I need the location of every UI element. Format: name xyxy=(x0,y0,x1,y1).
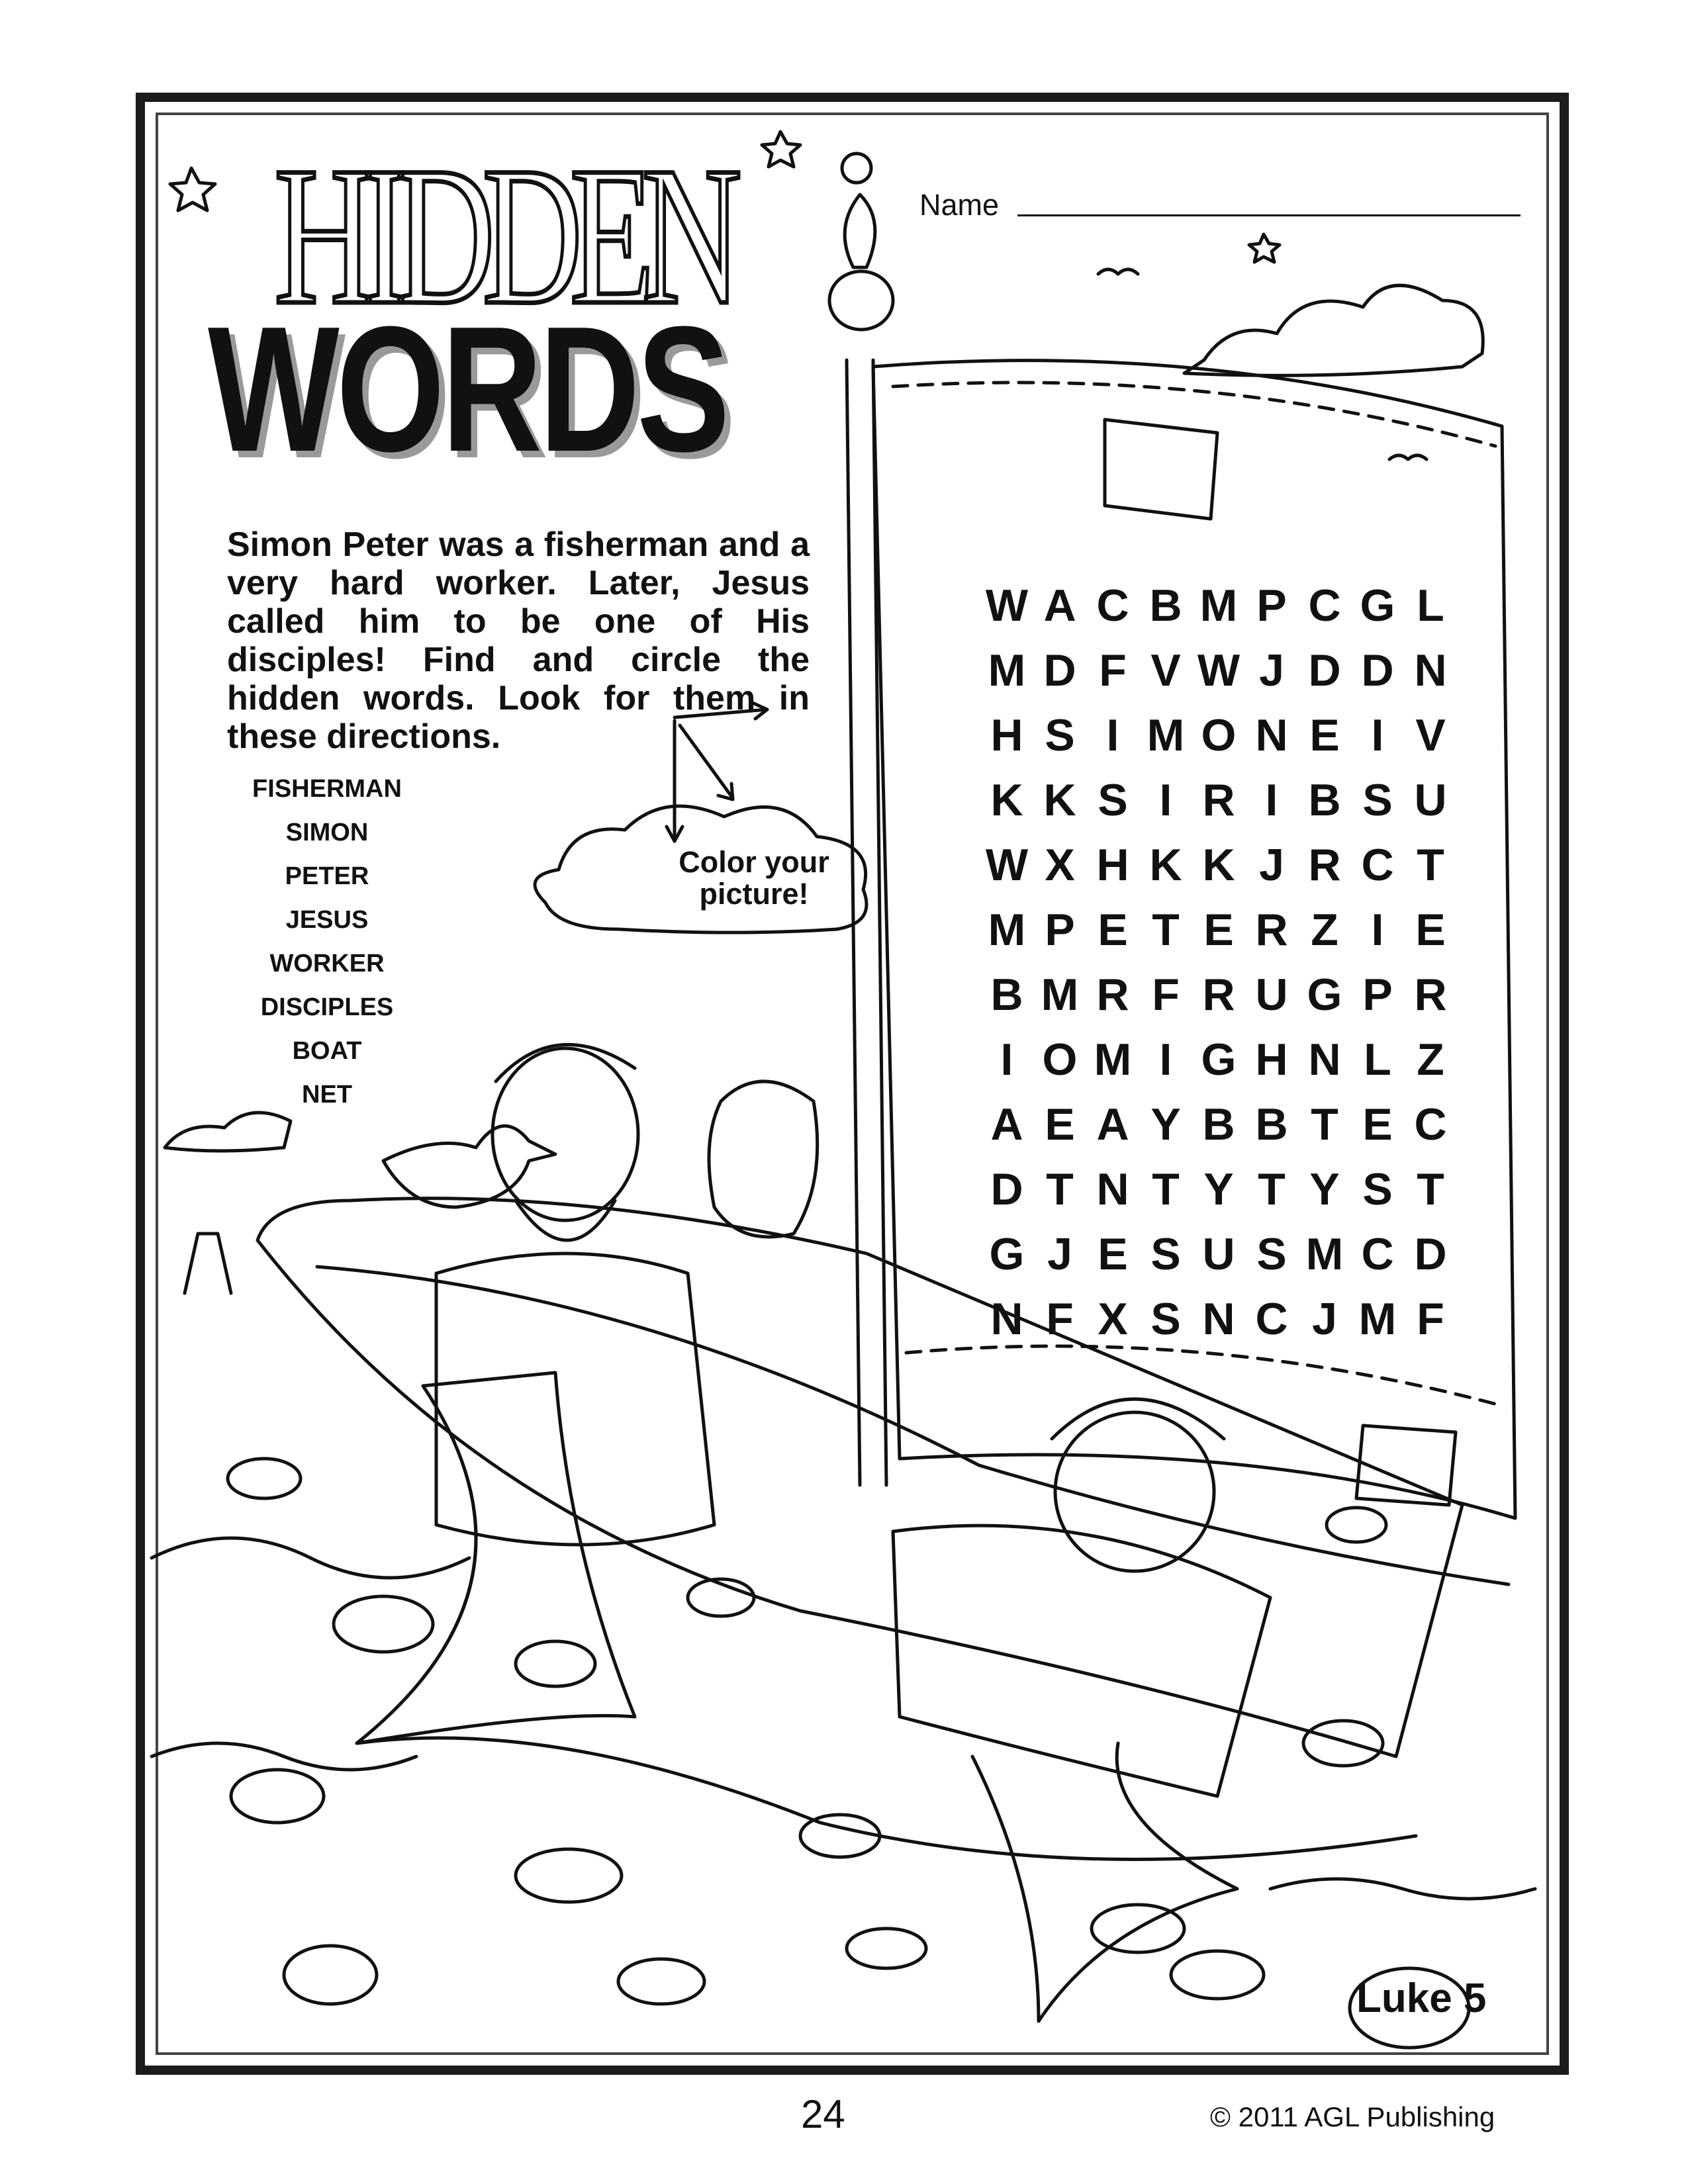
grid-letter[interactable]: H xyxy=(990,710,1023,760)
grid-letter[interactable]: S xyxy=(1362,775,1393,825)
word-list-item: WORKER xyxy=(269,950,385,978)
grid-letter[interactable]: I xyxy=(1000,1034,1013,1085)
grid-letter[interactable]: Y xyxy=(1203,1164,1234,1214)
grid-letter[interactable]: T xyxy=(1152,1164,1180,1214)
grid-letter[interactable]: B xyxy=(1202,1099,1235,1150)
grid-letter[interactable]: W xyxy=(1197,645,1241,696)
grid-letter[interactable]: O xyxy=(1042,1034,1078,1085)
grid-letter[interactable]: E xyxy=(1415,905,1446,955)
word-search-grid[interactable] xyxy=(980,573,1457,1351)
grid-letter[interactable]: B xyxy=(990,970,1023,1020)
grid-letter[interactable]: G xyxy=(989,1229,1025,1279)
grid-letter[interactable]: G xyxy=(1201,1034,1237,1085)
grid-letter[interactable]: I xyxy=(1106,710,1119,760)
grid-letter[interactable]: O xyxy=(1201,710,1237,760)
grid-letter[interactable]: K xyxy=(1149,840,1182,890)
grid-letter[interactable]: M xyxy=(1305,1229,1344,1279)
grid-letter[interactable]: N xyxy=(1414,645,1447,696)
grid-letter[interactable]: C xyxy=(1414,1099,1447,1150)
star-icon xyxy=(762,132,800,167)
grid-letter[interactable]: U xyxy=(1202,1229,1235,1279)
grid-letter[interactable]: Y xyxy=(1309,1164,1340,1214)
grid-letter[interactable]: S xyxy=(1150,1294,1181,1344)
grid-letter[interactable]: K xyxy=(990,775,1023,825)
grid-letter[interactable]: I xyxy=(1265,775,1278,825)
grid-letter[interactable]: T xyxy=(1417,1164,1444,1214)
grid-letter[interactable]: T xyxy=(1417,840,1444,890)
grid-letter[interactable]: Z xyxy=(1311,905,1338,955)
grid-letter[interactable]: S xyxy=(1098,775,1128,825)
grid-letter[interactable]: M xyxy=(988,645,1026,696)
grid-letter[interactable]: P xyxy=(1045,905,1075,955)
grid-letter[interactable]: A xyxy=(990,1099,1023,1150)
grid-letter[interactable]: N xyxy=(1255,710,1288,760)
grid-letter[interactable]: N xyxy=(1096,1164,1129,1214)
grid-letter[interactable]: S xyxy=(1045,710,1075,760)
word-list-item: FISHERMAN xyxy=(252,775,402,803)
grid-letter[interactable]: T xyxy=(1258,1164,1286,1214)
grid-letter[interactable]: E xyxy=(1045,1099,1075,1150)
grid-letter[interactable]: Z xyxy=(1417,1034,1444,1085)
grid-letter[interactable]: X xyxy=(1098,1294,1128,1344)
grid-letter[interactable]: U xyxy=(1255,970,1288,1020)
grid-letter[interactable]: M xyxy=(1041,970,1079,1020)
grid-letter[interactable]: D xyxy=(1414,1229,1447,1279)
grid-letter[interactable]: S xyxy=(1362,1164,1393,1214)
grid-letter[interactable]: S xyxy=(1256,1229,1287,1279)
grid-letter[interactable]: E xyxy=(1362,1099,1393,1150)
grid-letter[interactable]: G xyxy=(1307,970,1342,1020)
grid-letter[interactable]: J xyxy=(1259,645,1284,696)
grid-letter[interactable]: C xyxy=(1096,580,1129,631)
grid-letter[interactable]: M xyxy=(1147,710,1185,760)
grid-letter[interactable]: C xyxy=(1361,1229,1394,1279)
grid-letter[interactable]: M xyxy=(1199,580,1238,631)
grid-letter[interactable]: T xyxy=(1046,1164,1074,1214)
color-prompt xyxy=(622,846,886,910)
grid-letter[interactable]: R xyxy=(1096,970,1129,1020)
grid-letter[interactable]: P xyxy=(1256,580,1287,631)
word-list-item: DISCIPLES xyxy=(260,993,394,1021)
grid-letter[interactable]: F xyxy=(1046,1294,1074,1344)
grid-letter[interactable]: Y xyxy=(1150,1099,1181,1150)
grid-letter[interactable]: N xyxy=(990,1294,1023,1344)
grid-letter[interactable]: J xyxy=(1312,1294,1337,1344)
grid-letter[interactable]: R xyxy=(1414,970,1447,1020)
grid-letter[interactable]: C xyxy=(1308,580,1341,631)
grid-letter[interactable]: A xyxy=(1043,580,1076,631)
page-number: 24 xyxy=(801,2092,845,2136)
grid-letter[interactable]: R xyxy=(1202,775,1235,825)
grid-letter[interactable]: I xyxy=(1371,905,1384,955)
grid-letter[interactable]: A xyxy=(1096,1099,1129,1150)
grid-letter[interactable]: K xyxy=(1043,775,1076,825)
grid-letter[interactable]: D xyxy=(1361,645,1394,696)
grid-letter[interactable]: D xyxy=(1308,645,1341,696)
grid-letter[interactable]: B xyxy=(1308,775,1341,825)
grid-letter[interactable]: I xyxy=(1371,710,1384,760)
grid-letter[interactable]: C xyxy=(1361,840,1394,890)
grid-letter[interactable]: W xyxy=(985,580,1029,631)
scripture-reference: Luke 5 xyxy=(1356,1976,1487,2021)
title-words: WORDS xyxy=(208,290,727,489)
grid-letter[interactable]: T xyxy=(1311,1099,1338,1150)
grid-letter[interactable]: U xyxy=(1414,775,1447,825)
page-frame xyxy=(136,93,1569,2075)
grid-letter[interactable]: J xyxy=(1259,840,1284,890)
intro-paragraph: Simon Peter was a fisherman and a very hard worker. Later, Jesus called him to be one of His disciples! Find and circle the hidden words. Look for them in these directions. xyxy=(227,525,810,756)
grid-letter[interactable]: E xyxy=(1203,905,1234,955)
grid-letter[interactable]: F xyxy=(1152,970,1180,1020)
grid-letter[interactable]: H xyxy=(1096,840,1129,890)
grid-letter[interactable]: S xyxy=(1150,1229,1181,1279)
title-hidden: HIDDEN xyxy=(274,126,729,345)
grid-letter[interactable]: I xyxy=(1159,1034,1172,1085)
grid-letter[interactable]: R xyxy=(1255,905,1288,955)
grid-letter[interactable]: J xyxy=(1047,1229,1072,1279)
grid-letter[interactable]: X xyxy=(1045,840,1075,890)
grid-letter[interactable]: V xyxy=(1415,710,1446,760)
grid-letter[interactable]: F xyxy=(1099,645,1127,696)
word-list-item: SIMON xyxy=(285,819,369,846)
grid-letter[interactable]: N xyxy=(1308,1034,1341,1085)
grid-letter[interactable]: L xyxy=(1364,1034,1391,1085)
grid-letter[interactable]: M xyxy=(1358,1294,1397,1344)
grid-letter[interactable]: P xyxy=(1362,970,1393,1020)
grid-letter[interactable]: R xyxy=(1202,970,1235,1020)
grid-letter[interactable]: R xyxy=(1308,840,1341,890)
grid-letter[interactable]: B xyxy=(1149,580,1182,631)
grid-letter[interactable]: N xyxy=(1202,1294,1235,1344)
color-prompt-line1: Color your xyxy=(679,845,829,879)
grid-letter[interactable]: E xyxy=(1098,1229,1128,1279)
grid-letter[interactable]: B xyxy=(1255,1099,1288,1150)
grid-letter[interactable]: V xyxy=(1150,645,1181,696)
grid-letter[interactable]: E xyxy=(1309,710,1340,760)
word-list xyxy=(211,767,443,1116)
star-icon xyxy=(1249,234,1280,262)
grid-letter[interactable]: K xyxy=(1202,840,1235,890)
grid-letter[interactable]: T xyxy=(1152,905,1180,955)
grid-letter[interactable]: E xyxy=(1098,905,1128,955)
grid-letter[interactable]: M xyxy=(988,905,1026,955)
grid-letter[interactable]: D xyxy=(990,1164,1023,1214)
grid-letter[interactable]: H xyxy=(1255,1034,1288,1085)
word-list-item: PETER xyxy=(285,862,369,890)
word-list-item: NET xyxy=(302,1081,352,1109)
grid-letter[interactable]: W xyxy=(985,840,1029,890)
word-list-item: BOAT xyxy=(292,1037,362,1065)
grid-letter[interactable]: M xyxy=(1094,1034,1132,1085)
name-field[interactable] xyxy=(1017,214,1521,216)
grid-letter[interactable]: F xyxy=(1417,1294,1444,1344)
grid-letter[interactable]: G xyxy=(1360,580,1395,631)
word-list-item: JESUS xyxy=(285,906,369,934)
star-icon xyxy=(170,168,215,210)
grid-letter[interactable]: D xyxy=(1043,645,1076,696)
grid-letter[interactable]: L xyxy=(1417,580,1444,631)
name-label: Name xyxy=(919,188,1000,222)
color-prompt-line2: picture! xyxy=(699,877,809,911)
grid-letter[interactable]: C xyxy=(1255,1294,1288,1344)
grid-letter[interactable]: I xyxy=(1159,775,1172,825)
copyright: © 2011 AGL Publishing xyxy=(1210,2101,1495,2132)
